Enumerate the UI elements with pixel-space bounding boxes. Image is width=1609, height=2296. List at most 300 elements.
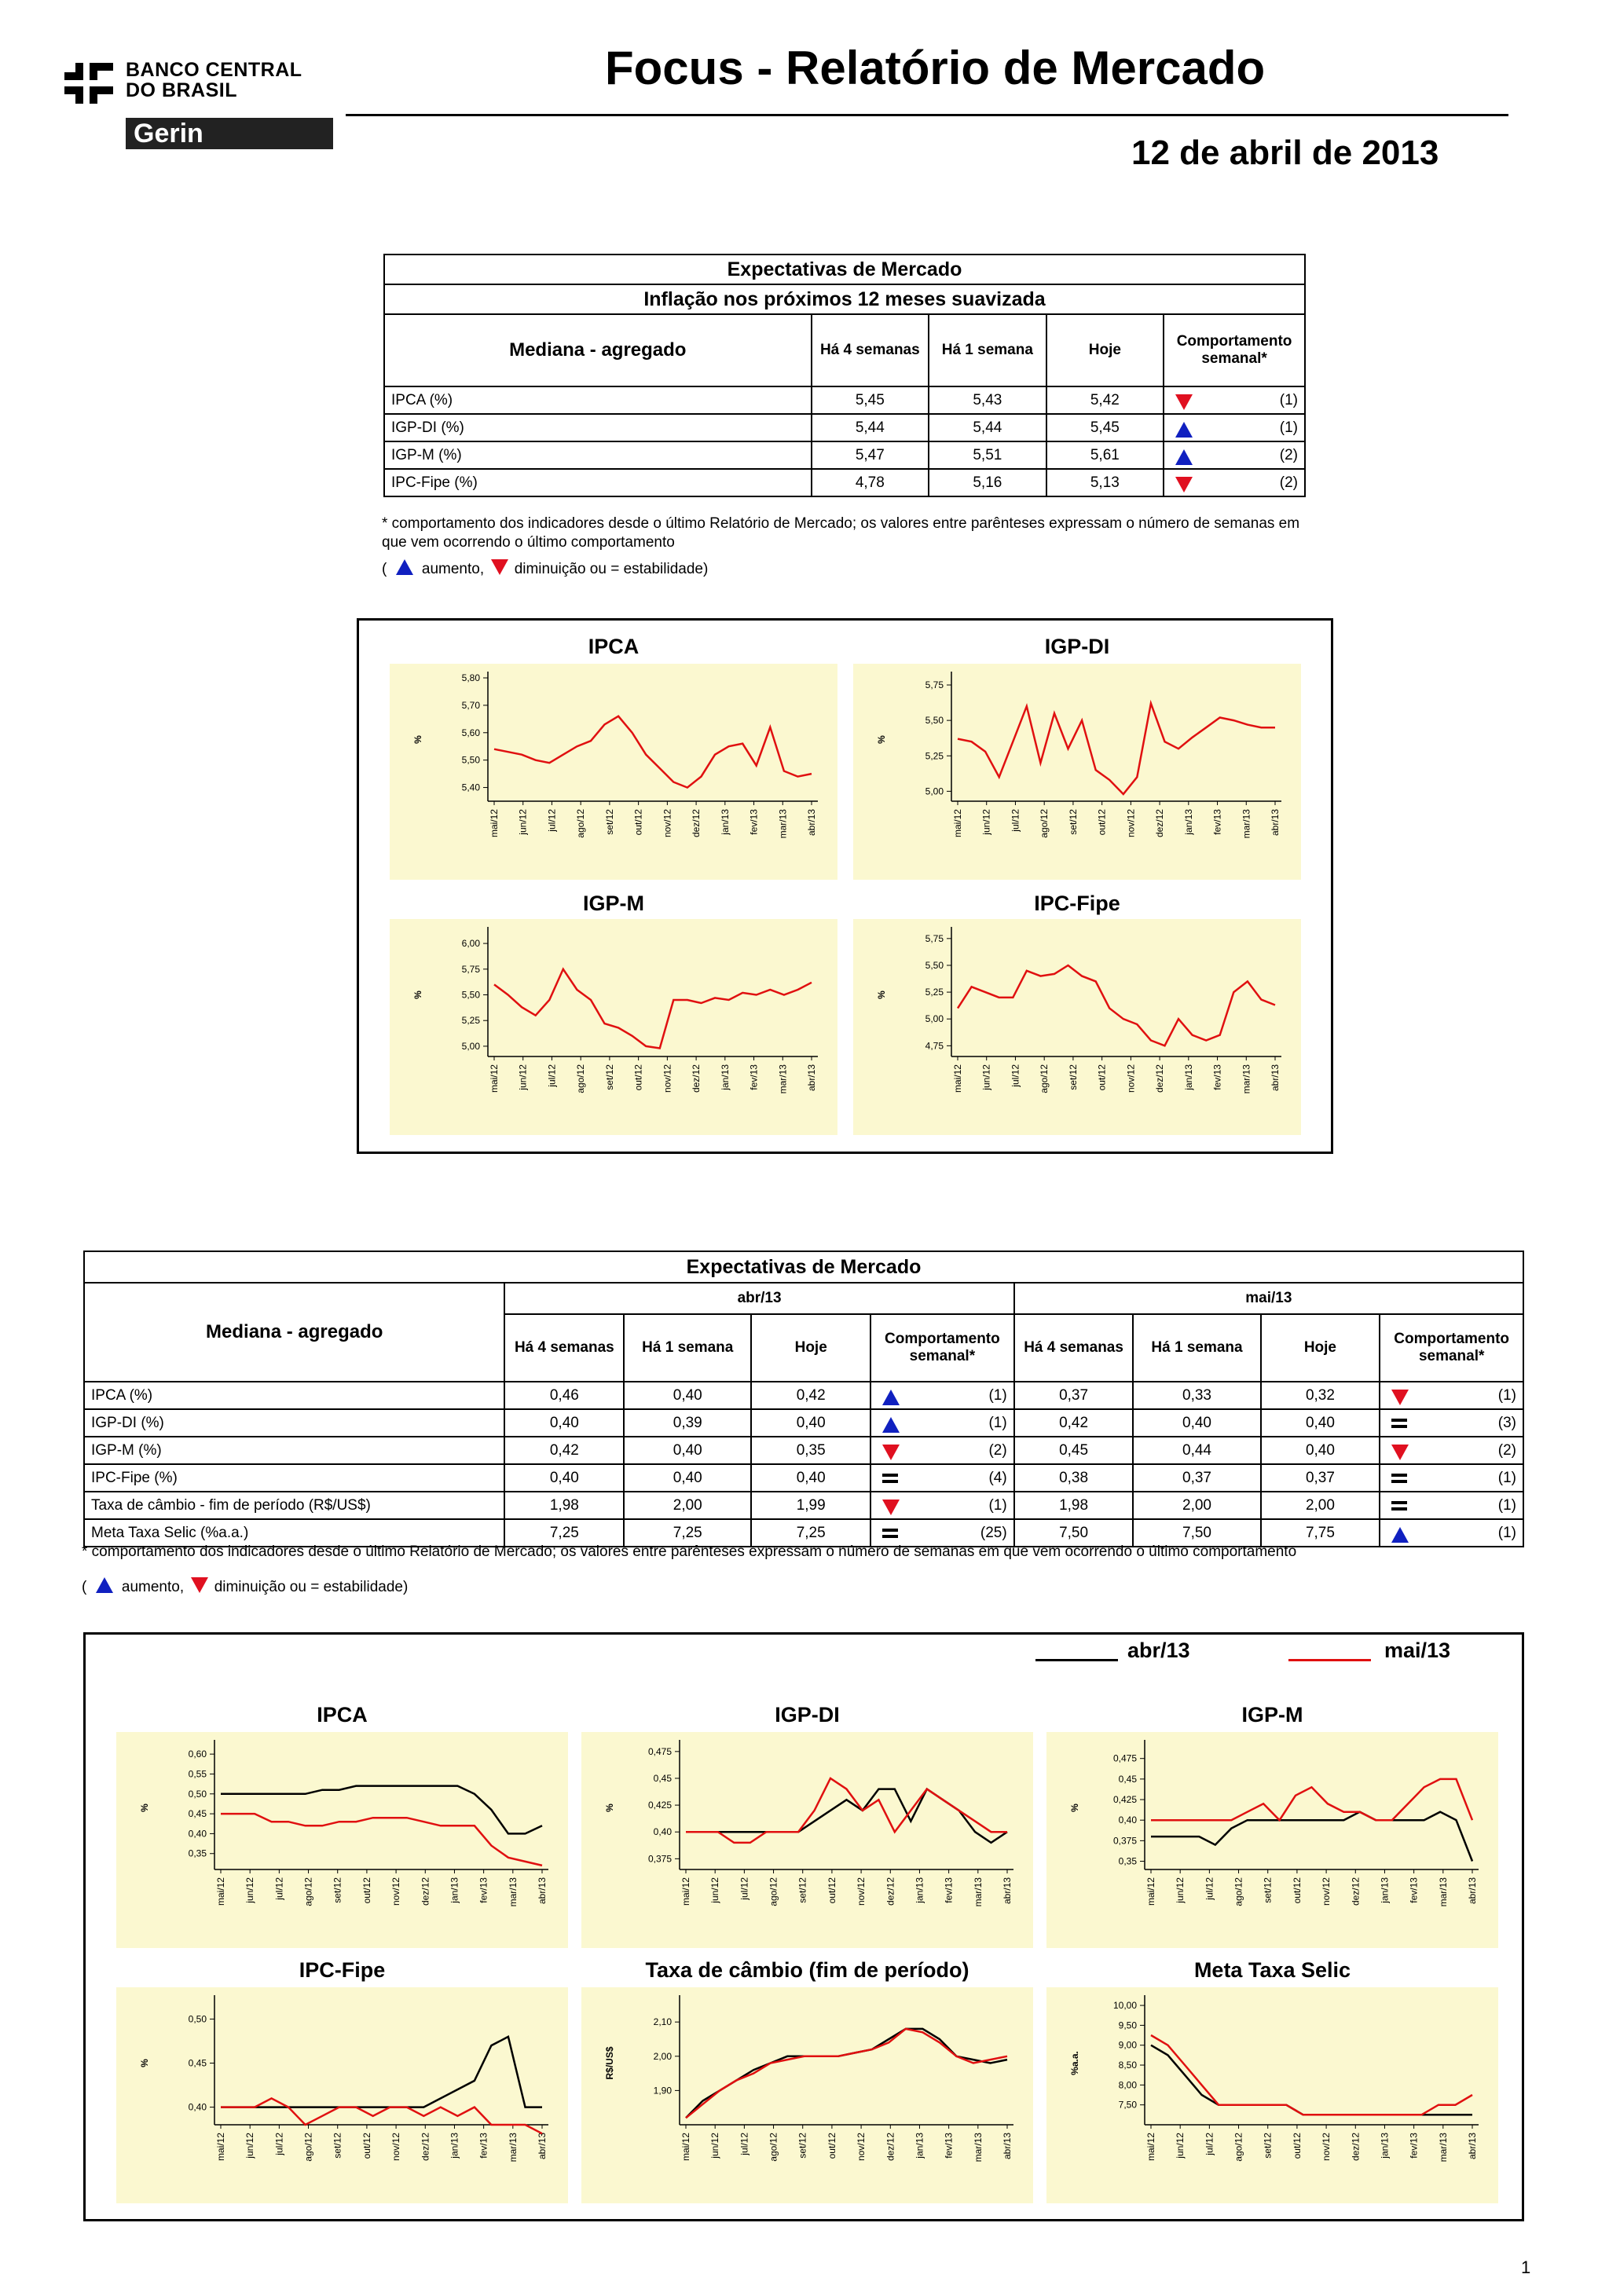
y-tick-label: 5,75 — [925, 679, 944, 691]
y-tick-label: 9,50 — [1118, 2020, 1137, 2031]
down-arrow-icon — [491, 559, 508, 575]
bank-name: BANCO CENTRAL DO BRASIL — [126, 59, 302, 101]
table2-title: Expectativas de Mercado — [84, 1251, 1523, 1283]
row-label: IPCA (%) — [84, 1382, 504, 1409]
x-tick-label: ago/12 — [575, 1064, 587, 1093]
legend-line-mai13 — [1288, 1659, 1371, 1661]
row-label: IGP-DI (%) — [384, 414, 812, 441]
chart-ipca-monthly — [116, 1732, 568, 1948]
value-cell: 0,44 — [1133, 1437, 1260, 1464]
table-row — [84, 1382, 1523, 1409]
value-cell: 7,50 — [1014, 1519, 1134, 1547]
value-cell: 7,75 — [1261, 1519, 1380, 1547]
chart-title-igpdi: IGP-DI — [1044, 635, 1110, 658]
x-tick-label: jan/13 — [1182, 1064, 1194, 1090]
x-tick-label: dez/12 — [885, 1877, 896, 1906]
behavior-cell — [870, 1464, 1014, 1492]
behavior-cell — [1164, 414, 1305, 441]
x-tick-label: mai/12 — [215, 1877, 226, 1906]
x-tick-label: mar/13 — [1437, 1877, 1449, 1907]
y-tick-label: 5,00 — [925, 785, 944, 797]
col-median: Mediana - agregado — [84, 1283, 504, 1382]
table-title: Expectativas de Mercado — [384, 255, 1305, 284]
x-tick-label: nov/12 — [662, 809, 673, 838]
y-tick-label: 0,40 — [188, 2101, 207, 2113]
x-tick-label: mar/13 — [1241, 1064, 1252, 1094]
y-tick-label: 0,50 — [188, 2013, 207, 2025]
y-tick-label: 5,50 — [925, 715, 944, 727]
week-count: (4) — [988, 1469, 1007, 1486]
value-today: 5,42 — [1046, 386, 1164, 414]
week-count: (1) — [988, 1386, 1007, 1404]
y-tick-label: 5,80 — [461, 672, 480, 683]
x-tick-label: mai/12 — [952, 1064, 963, 1093]
x-tick-label: dez/12 — [420, 2133, 431, 2162]
value-cell: 2,00 — [1133, 1492, 1260, 1519]
chart-title-igpm-m: IGP-M — [1241, 1703, 1303, 1727]
chart-ipcfipe-monthly — [116, 1987, 568, 2203]
col-median: Mediana - agregado — [384, 314, 812, 386]
y-tick-label: 5,00 — [925, 1013, 944, 1025]
x-tick-label: jan/13 — [1379, 2133, 1391, 2159]
table-row — [84, 1464, 1523, 1492]
x-tick-label: nov/12 — [662, 1064, 673, 1093]
value-4w: 5,45 — [812, 386, 929, 414]
value-cell: 0,32 — [1261, 1382, 1380, 1409]
x-tick-label: dez/12 — [691, 809, 702, 838]
value-cell: 7,50 — [1133, 1519, 1260, 1547]
x-tick-label: dez/12 — [1350, 1877, 1362, 1906]
col-behavior-b: Comportamento semanal* — [1380, 1314, 1523, 1382]
value-cell: 7,25 — [504, 1519, 624, 1547]
x-tick-label: abr/13 — [1270, 809, 1281, 837]
y-tick-label: 0,375 — [1112, 1835, 1137, 1847]
chart-title-igpdi-m: IGP-DI — [775, 1703, 840, 1727]
value-cell: 0,40 — [504, 1464, 624, 1492]
value-4w: 5,47 — [812, 441, 929, 469]
value-cell: 0,42 — [751, 1382, 870, 1409]
x-tick-label: nov/12 — [856, 1877, 867, 1906]
page-title: Focus - Relatório de Mercado — [605, 42, 1266, 94]
x-tick-label: fev/13 — [748, 1064, 760, 1090]
value-4w: 4,78 — [812, 469, 929, 496]
x-tick-label: mai/12 — [680, 2133, 691, 2162]
y-tick-label: 2,10 — [653, 2016, 672, 2028]
down-arrow-icon — [1175, 477, 1193, 493]
chart-title-selic-m: Meta Taxa Selic — [1193, 1958, 1351, 1982]
value-cell: 0,40 — [504, 1409, 624, 1437]
week-count: (1) — [1497, 1524, 1516, 1541]
y-tick-label: 0,35 — [1118, 1855, 1137, 1867]
x-tick-label: fev/13 — [1408, 1877, 1420, 1903]
x-tick-label: abr/13 — [1467, 1877, 1478, 1905]
col-today-b: Hoje — [1261, 1314, 1380, 1382]
row-label: IGP-M (%) — [384, 441, 812, 469]
x-tick-label: out/12 — [361, 2133, 372, 2159]
table-row — [84, 1492, 1523, 1519]
x-tick-label: mai/12 — [1145, 2133, 1156, 2162]
y-tick-label: 5,25 — [925, 987, 944, 998]
x-tick-label: nov/12 — [1125, 1064, 1137, 1093]
y-tick-label: 0,375 — [647, 1853, 672, 1865]
value-cell: 0,42 — [1014, 1409, 1134, 1437]
chart-background — [1046, 1987, 1498, 2203]
y-tick-label: 5,00 — [461, 1040, 480, 1052]
down-arrow-icon — [1391, 1390, 1409, 1405]
page-number: 1 — [1521, 2258, 1531, 2277]
value-cell: 7,25 — [751, 1519, 870, 1547]
y-tick-label: 0,45 — [188, 1808, 207, 1820]
up-arrow-icon — [396, 559, 413, 575]
x-tick-label: jul/12 — [546, 1064, 558, 1087]
week-count: (25) — [980, 1524, 1007, 1541]
x-tick-label: jan/13 — [719, 809, 731, 835]
behavior-cell — [1164, 386, 1305, 414]
y-tick-label: 5,40 — [461, 782, 480, 793]
row-label: IPC-Fipe (%) — [384, 469, 812, 496]
chart-title-ipca-m: IPCA — [317, 1703, 368, 1727]
x-tick-label: mar/13 — [972, 2133, 984, 2162]
y-tick-label: 0,50 — [188, 1788, 207, 1800]
col-1w-a: Há 1 semana — [624, 1314, 751, 1382]
col-behavior-a: Comportamento semanal* — [870, 1314, 1014, 1382]
value-cell: 7,25 — [624, 1519, 751, 1547]
x-tick-label: jun/12 — [244, 2133, 256, 2159]
value-cell: 0,40 — [1133, 1409, 1260, 1437]
x-tick-label: mai/12 — [680, 1877, 691, 1906]
x-tick-label: fev/13 — [943, 1877, 955, 1903]
x-tick-label: nov/12 — [390, 2133, 402, 2162]
y-tick-label: 5,50 — [461, 989, 480, 1001]
chart-title-ipcfipe-m: IPC-Fipe — [299, 1958, 386, 1982]
x-tick-label: jul/12 — [546, 809, 558, 832]
down-arrow-icon — [1175, 394, 1193, 410]
value-cell: 0,35 — [751, 1437, 870, 1464]
row-label: IGP-M (%) — [84, 1437, 504, 1464]
table-row — [384, 386, 1305, 414]
y-tick-label: 8,50 — [1118, 2060, 1137, 2071]
y-tick-label: 5,60 — [461, 727, 480, 738]
table1-legend: ( aumento, diminuição ou = estabilidade) — [382, 561, 709, 577]
x-tick-label: jul/12 — [273, 1877, 285, 1900]
y-tick-label: 0,40 — [1118, 1814, 1137, 1826]
y-tick-label: 0,40 — [188, 1828, 207, 1840]
x-tick-label: fev/13 — [1211, 809, 1223, 835]
y-tick-label: 0,425 — [1112, 1794, 1137, 1806]
down-arrow-icon — [882, 1445, 900, 1460]
x-tick-label: mar/13 — [777, 809, 789, 839]
value-cell: 1,99 — [751, 1492, 870, 1519]
chart-title-ipca: IPCA — [588, 635, 640, 658]
col-1w-b: Há 1 semana — [1133, 1314, 1260, 1382]
week-count: (2) — [988, 1441, 1007, 1459]
week-count: (1) — [1497, 1469, 1516, 1486]
value-cell: 0,37 — [1133, 1464, 1260, 1492]
chart-igpm-monthly — [1046, 1732, 1498, 1948]
x-tick-label: set/12 — [1067, 1064, 1079, 1090]
table-row — [384, 441, 1305, 469]
x-tick-label: set/12 — [797, 2133, 808, 2159]
chart-background — [853, 664, 1301, 880]
col-1w: Há 1 semana — [929, 314, 1046, 386]
value-cell: 0,40 — [624, 1382, 751, 1409]
up-arrow-icon — [1175, 422, 1193, 438]
x-tick-label: jun/12 — [1175, 2133, 1186, 2159]
x-tick-label: abr/13 — [537, 2133, 548, 2160]
value-cell: 0,40 — [751, 1464, 870, 1492]
legend-label-abr13: abr/13 — [1127, 1639, 1190, 1662]
behavior-cell — [870, 1409, 1014, 1437]
value-cell: 0,37 — [1014, 1382, 1134, 1409]
period-mai13: mai/13 — [1014, 1283, 1523, 1314]
x-tick-label: nov/12 — [1125, 809, 1137, 838]
y-tick-label: 10,00 — [1112, 2000, 1137, 2012]
x-tick-label: set/12 — [332, 2133, 343, 2159]
table-row — [384, 469, 1305, 496]
title-rule — [346, 114, 1508, 116]
x-tick-label: out/12 — [361, 1877, 372, 1904]
x-tick-label: jul/12 — [1204, 1877, 1215, 1900]
down-arrow-icon — [882, 1500, 900, 1515]
y-tick-label: 4,75 — [925, 1040, 944, 1052]
x-tick-label: ago/12 — [768, 1877, 779, 1906]
value-cell: 0,40 — [1261, 1437, 1380, 1464]
x-tick-label: jul/12 — [1010, 809, 1021, 832]
col-today: Hoje — [1046, 314, 1164, 386]
row-label: IPC-Fipe (%) — [84, 1464, 504, 1492]
chart-title-cambio-m: Taxa de câmbio (fim de período) — [645, 1958, 969, 1982]
y-axis-label: % — [139, 2059, 150, 2067]
x-tick-label: out/12 — [1291, 1877, 1303, 1904]
table-row — [384, 414, 1305, 441]
up-arrow-icon — [1391, 1527, 1409, 1543]
x-tick-label: ago/12 — [1233, 1877, 1244, 1906]
x-tick-label: out/12 — [826, 2133, 837, 2159]
table1-footnote: * comportamento dos indicadores desde o último Relatório de Mercado; os valores entre parênteses expressam o número de semanas em que vem ocorrendo o último comportamento — [382, 515, 1300, 551]
col-4w-b: Há 4 semanas — [1014, 1314, 1134, 1382]
col-behavior: Comportamento semanal* — [1164, 314, 1305, 386]
behavior-cell — [870, 1492, 1014, 1519]
chart-ipcfipe-12m — [853, 919, 1301, 1135]
value-cell: 1,98 — [1014, 1492, 1134, 1519]
y-tick-label: 5,70 — [461, 699, 480, 711]
x-tick-label: ago/12 — [1039, 809, 1050, 838]
value-1w: 5,51 — [929, 441, 1046, 469]
x-tick-label: ago/12 — [1039, 1064, 1050, 1093]
x-tick-label: set/12 — [332, 1877, 343, 1903]
chart-background — [116, 1732, 568, 1948]
x-tick-label: jun/12 — [709, 1877, 721, 1903]
x-tick-label: jun/12 — [980, 1064, 992, 1090]
x-tick-label: mar/13 — [1241, 809, 1252, 839]
y-tick-label: 5,50 — [925, 959, 944, 971]
up-arrow-icon — [882, 1390, 900, 1405]
legend-label-mai13: mai/13 — [1384, 1639, 1451, 1662]
y-tick-label: 0,60 — [188, 1749, 207, 1760]
y-tick-label: 8,00 — [1118, 2079, 1137, 2091]
y-tick-label: 0,40 — [653, 1826, 672, 1838]
y-tick-label: 5,25 — [925, 750, 944, 762]
x-tick-label: fev/13 — [1211, 1064, 1223, 1090]
y-tick-label: 5,75 — [925, 932, 944, 944]
y-tick-label: 0,45 — [653, 1772, 672, 1784]
y-axis-label: %a.a. — [1069, 2051, 1080, 2075]
x-tick-label: jul/12 — [1204, 2133, 1215, 2155]
bcb-logo-icon — [60, 58, 124, 108]
y-tick-label: 0,35 — [188, 1847, 207, 1859]
x-tick-label: out/12 — [632, 1064, 644, 1091]
x-tick-label: ago/12 — [302, 2133, 314, 2162]
y-axis-label: % — [412, 991, 423, 999]
equal-icon — [1391, 1474, 1407, 1483]
week-count: (1) — [1279, 419, 1298, 436]
y-axis-label: % — [876, 735, 887, 744]
x-tick-label: abr/13 — [1002, 2133, 1013, 2160]
x-tick-label: out/12 — [632, 809, 644, 836]
table-subtitle: Inflação nos próximos 12 meses suavizada — [384, 284, 1305, 314]
x-tick-label: jun/12 — [980, 809, 992, 835]
col-4w: Há 4 semanas — [812, 314, 929, 386]
value-cell: 0,40 — [751, 1409, 870, 1437]
week-count: (1) — [1497, 1386, 1516, 1404]
x-tick-label: jan/13 — [449, 1877, 460, 1903]
x-tick-label: jun/12 — [517, 809, 529, 835]
value-1w: 5,43 — [929, 386, 1046, 414]
equal-icon — [882, 1529, 898, 1538]
week-count: (1) — [1279, 391, 1298, 408]
up-arrow-icon — [882, 1417, 900, 1433]
x-tick-label: jan/13 — [1182, 809, 1194, 835]
y-tick-label: 6,00 — [461, 938, 480, 950]
value-cell: 2,00 — [624, 1492, 751, 1519]
y-tick-label: 5,75 — [461, 963, 480, 975]
behavior-cell — [870, 1382, 1014, 1409]
x-tick-label: fev/13 — [478, 2133, 489, 2159]
legend-line-abr13 — [1035, 1659, 1118, 1661]
x-tick-label: jan/13 — [914, 2133, 925, 2159]
inflation-12m-table — [383, 254, 1306, 497]
x-tick-label: mar/13 — [972, 1877, 984, 1907]
value-cell: 0,33 — [1133, 1382, 1260, 1409]
y-axis-label: R$/US$ — [604, 2046, 615, 2080]
value-1w: 5,16 — [929, 469, 1046, 496]
behavior-cell — [1164, 441, 1305, 469]
x-tick-label: ago/12 — [302, 1877, 314, 1906]
x-tick-label: nov/12 — [1321, 1877, 1332, 1906]
x-tick-label: ago/12 — [1233, 2133, 1244, 2162]
row-label: Taxa de câmbio - fim de período (R$/US$) — [84, 1492, 504, 1519]
chart-background — [116, 1987, 568, 2203]
y-axis-label: % — [1069, 1803, 1080, 1812]
x-tick-label: jun/12 — [244, 1877, 256, 1903]
x-tick-label: dez/12 — [1154, 1064, 1166, 1093]
x-tick-label: abr/13 — [537, 1877, 548, 1905]
value-cell: 0,46 — [504, 1382, 624, 1409]
equal-icon — [1391, 1501, 1407, 1511]
y-axis-label: % — [604, 1803, 615, 1812]
x-tick-label: mar/13 — [1437, 2133, 1449, 2162]
x-tick-label: mai/12 — [1145, 1877, 1156, 1906]
col-today-a: Hoje — [751, 1314, 870, 1382]
report-date: 12 de abril de 2013 — [1131, 134, 1439, 172]
table-row — [84, 1437, 1523, 1464]
y-axis-label: % — [876, 991, 887, 999]
week-count: (2) — [1279, 474, 1298, 491]
x-tick-label: jun/12 — [517, 1064, 529, 1090]
week-count: (2) — [1497, 1441, 1516, 1459]
behavior-cell — [1380, 1437, 1523, 1464]
value-cell: 1,98 — [504, 1492, 624, 1519]
x-tick-label: jul/12 — [1010, 1064, 1021, 1087]
x-tick-label: dez/12 — [1154, 809, 1166, 838]
x-tick-label: mai/12 — [489, 1064, 500, 1093]
up-arrow-icon — [1175, 449, 1193, 465]
x-tick-label: fev/13 — [1408, 2133, 1420, 2159]
x-tick-label: jan/13 — [1379, 1877, 1391, 1903]
y-tick-label: 0,45 — [188, 2057, 207, 2069]
value-cell: 2,00 — [1261, 1492, 1380, 1519]
row-label: IPCA (%) — [384, 386, 812, 414]
behavior-cell — [1164, 469, 1305, 496]
x-tick-label: ago/12 — [768, 2133, 779, 2162]
y-tick-label: 1,90 — [653, 2085, 672, 2096]
x-tick-label: abr/13 — [1270, 1064, 1281, 1092]
x-tick-label: set/12 — [1067, 809, 1079, 835]
x-tick-label: set/12 — [603, 809, 615, 835]
behavior-cell — [1380, 1464, 1523, 1492]
x-tick-label: mai/12 — [489, 809, 500, 838]
x-tick-label: nov/12 — [1321, 2133, 1332, 2162]
equal-icon — [882, 1474, 898, 1483]
x-tick-label: mar/13 — [777, 1064, 789, 1094]
period-abr13: abr/13 — [504, 1283, 1013, 1314]
y-tick-label: 5,50 — [461, 754, 480, 766]
y-tick-label: 9,00 — [1118, 2039, 1137, 2051]
y-tick-label: 7,50 — [1118, 2099, 1137, 2111]
week-count: (3) — [1497, 1414, 1516, 1431]
x-tick-label: abr/13 — [806, 809, 817, 837]
x-tick-label: out/12 — [1291, 2133, 1303, 2159]
table2-legend: ( aumento, diminuição ou = estabilidade) — [82, 1579, 409, 1595]
value-cell: 0,45 — [1014, 1437, 1134, 1464]
week-count: (1) — [988, 1496, 1007, 1514]
x-tick-label: mar/13 — [507, 2133, 519, 2162]
behavior-cell — [1380, 1409, 1523, 1437]
row-label: Meta Taxa Selic (%a.a.) — [84, 1519, 504, 1547]
monthly-expectations-table — [83, 1251, 1524, 1547]
value-today: 5,61 — [1046, 441, 1164, 469]
chart-igpdi-12m — [853, 664, 1301, 880]
table2-footnote: * comportamento dos indicadores desde o último Relatório de Mercado; os valores entre parênteses expressam o número de semanas em que vem ocorrendo o último comportamento — [82, 1543, 1297, 1560]
chart-background — [853, 919, 1301, 1135]
gerin-badge: Gerin — [126, 118, 333, 149]
x-tick-label: fev/13 — [478, 1877, 489, 1903]
x-tick-label: mai/12 — [215, 2133, 226, 2162]
chart-ipca-12m — [390, 664, 837, 880]
x-tick-label: jul/12 — [273, 2133, 285, 2155]
x-tick-label: nov/12 — [856, 2133, 867, 2162]
x-tick-label: abr/13 — [806, 1064, 817, 1092]
chart-igpdi-monthly — [581, 1732, 1033, 1948]
chart-selic-monthly — [1046, 1987, 1498, 2203]
x-tick-label: dez/12 — [1350, 2133, 1362, 2162]
y-tick-label: 0,425 — [647, 1800, 672, 1811]
value-today: 5,45 — [1046, 414, 1164, 441]
week-count: (1) — [988, 1414, 1007, 1431]
x-tick-label: set/12 — [797, 1877, 808, 1903]
x-tick-label: set/12 — [1262, 1877, 1274, 1903]
x-tick-label: abr/13 — [1467, 2133, 1478, 2160]
